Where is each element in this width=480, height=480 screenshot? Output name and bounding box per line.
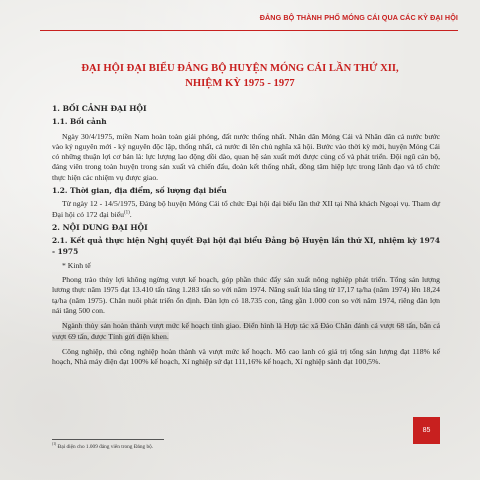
page-number: 85 <box>413 417 440 444</box>
page-title <box>40 61 440 91</box>
section-2-1-paragraph-2 <box>52 321 440 342</box>
section-2-heading: 2. NỘI DUNG ĐẠI HỘI <box>52 222 148 232</box>
footnote-text: Đại diện cho 1.009 đảng viên trong Đảng bộ. <box>57 443 154 450</box>
section-1-heading: 1. BỐI CẢNH ĐẠI HỘI <box>52 104 147 113</box>
section-1-2-paragraph <box>52 199 440 220</box>
section-1-1-paragraph: Ngày 30/4/1975, miền Nam hoàn toàn giải phóng, đất nước thống nhất. Nhân dân Móng Cái và Nhân dân cả nước bước vào kỷ nguyên mới - kỷ nguyên độc lập, thống nhất, cả nước đi lên chủ nghĩa xã hội. Bước vào thời kỳ mới, huyện Móng Cái có những thuận lợi cơ bản là: lực lượng lao động dồi dào, quan hệ sản xuất mới được củng cố và phát triển. Đội ngũ cán bộ, đảng viên trong toàn huyện trong sản xuất và chiến đấu, đoàn kết thống nhất, đồng tâm hiệp lực trong lãnh đạo và tổ chức thực hiện các nhiệm vụ được giao. <box>52 131 440 182</box>
section-2-1-paragraph-3: Công nghiệp, thủ công nghiệp hoàn thành và vượt mức kế hoạch. Mô cao lanh có giá trị tổng sản lượng đạt 118% kế hoạch, Nhà máy điện đạt 100% kế hoạch, Xí nghiệp sứ đạt 111,16% kế hoạch, Xí nghiệp sành đạt 100,5%. <box>52 346 440 367</box>
title-line-2: NHIỆM KỲ 1975 - 1977 <box>185 78 295 89</box>
section-2-1-subheading: * Kinh tế <box>62 260 91 270</box>
section-1-2-text-end: . <box>129 209 132 219</box>
footnote-mark: (1) <box>52 442 57 446</box>
main-content <box>52 104 440 368</box>
header-rule <box>40 30 458 31</box>
footnote <box>52 442 432 450</box>
section-1-2-text: Từ ngày 12 - 14/5/1975, Đảng bộ huyện Móng Cái tổ chức Đại hội đại biểu lần thứ XII tại Nhà khách Ngoại vụ. Tham dự Đại hội có 172 đại biểu <box>52 199 440 219</box>
section-2-1-heading: 2.1. Kết quả thực hiện Nghị quyết Đại hội đại biểu Đảng bộ Huyện lần thứ XI, nhiệm kỳ 1974 - 1975 <box>52 236 440 256</box>
running-header: ĐẢNG BỘ THÀNH PHỐ MÓNG CÁI QUA CÁC KỲ ĐẠI HỘI <box>259 13 458 22</box>
section-2-1-paragraph-1: Phong trào thủy lợi không ngừng vượt kế hoạch, góp phần thúc đẩy sản xuất nông nghiệp phát triển. Tổng sản lượng lương thực năm 1975 đạt 13.410 tấn tăng 1.283 tấn so với năm 1974. Năng suất lúa tăng từ 17,17 tạ/ha (năm 1974) lên 18,24 tạ/ha (năm 1975). Chăn nuôi phát triển ổn định. Đàn lợn có 18.735 con, tăng gần 1.000 con so với năm 1974, riêng đàn lợn nái tăng 500 con. <box>52 275 440 316</box>
footnote-rule <box>52 439 164 440</box>
title-line-1: ĐẠI HỘI ĐẠI BIỂU ĐẢNG BỘ HUYỆN MÓNG CÁI LẦN THỨ XII, <box>81 63 399 74</box>
section-1-1-heading: 1.1. Bối cảnh <box>52 117 107 127</box>
section-2-1-paragraph-2-text: Ngành thủy sản hoàn thành vượt mức kế hoạch tỉnh giao. Điển hình là Hợp tác xã Đảo Chăn đánh cá vượt 68 tấn, bắn cá vượt 69 tấn, được Tỉnh gửi điện khen. <box>52 321 440 341</box>
footnote-ref: (1) <box>123 210 130 216</box>
section-1-2-heading: 1.2. Thời gian, địa điểm, số lượng đại biểu <box>52 186 227 196</box>
